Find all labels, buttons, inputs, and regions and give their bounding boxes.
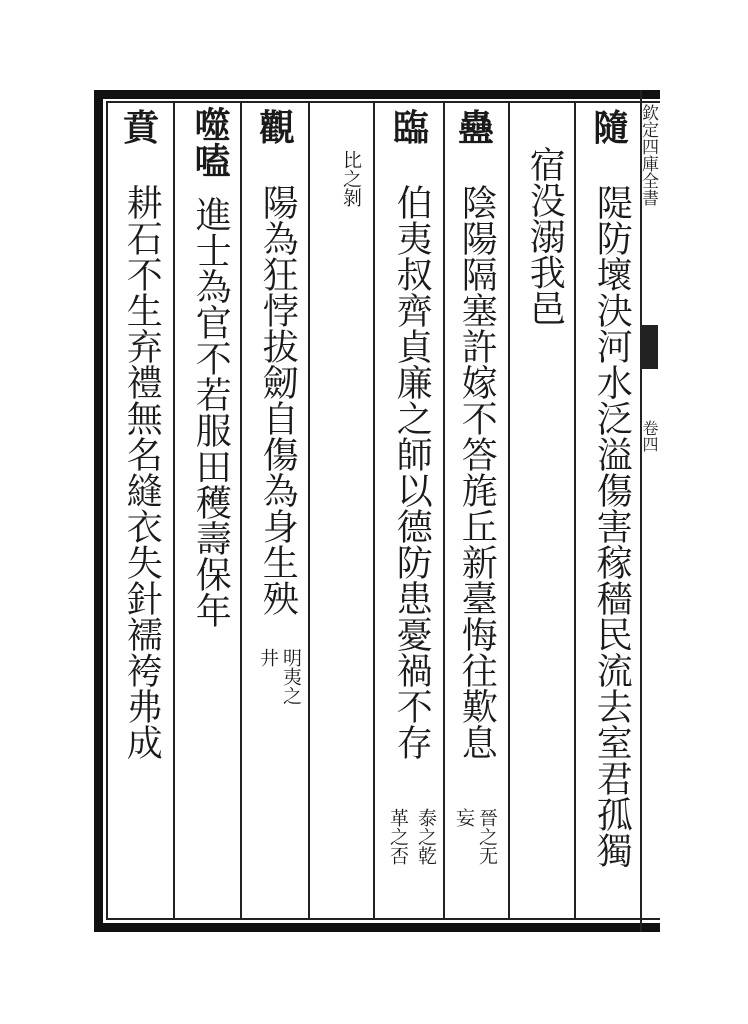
verse-text: 宿没溺我邑	[524, 146, 566, 326]
hexagram-title: 臨	[392, 107, 429, 149]
hexagram-title: 觀	[258, 107, 295, 149]
hexagram-title: 隨	[592, 107, 629, 149]
verse-text: 隄防壞決河水泛溢傷害稼穡民流去室君孤獨	[591, 184, 633, 868]
verse-text: 進士為官不若服田穫壽保年	[190, 196, 232, 628]
fold-volume-label: 卷四	[640, 420, 659, 452]
cross-reference-note: 明夷之井	[257, 648, 302, 705]
text-column-bi	[116, 106, 166, 760]
column-rule	[443, 101, 445, 920]
hexagram-title: 噬嗑	[189, 106, 231, 178]
fold-divider	[641, 367, 658, 369]
column-rule	[308, 101, 310, 920]
column-rule	[508, 101, 510, 920]
verse-text: 陰陽隔塞許嫁不答旄丘新臺悔往歎息	[456, 184, 498, 760]
text-column-guan	[252, 106, 302, 616]
column-rule	[240, 101, 242, 920]
verse-text: 耕石不生弃禮無名縫衣失針襦袴弗成	[121, 184, 163, 760]
column-rule	[373, 101, 375, 920]
column-rule	[173, 101, 175, 920]
cross-reference-note: 革之否	[387, 808, 409, 865]
hexagram-title: 賁	[122, 107, 159, 149]
inner-left-border	[106, 101, 108, 920]
text-column-sui	[586, 106, 636, 868]
hexagram-title: 蠱	[457, 107, 494, 149]
fold-fish-tail-mark	[641, 325, 658, 367]
inner-top-border	[106, 101, 660, 103]
cross-reference-note: 比之剝	[340, 150, 362, 207]
column-rule	[574, 101, 576, 920]
text-column-shihe	[186, 106, 234, 628]
verse-text: 伯夷叔齊貞廉之師以德防患憂禍不存	[391, 184, 433, 760]
cross-reference-note: 晉之无妄	[453, 808, 498, 865]
text-column-continuation	[520, 146, 568, 326]
frame-top-border	[94, 90, 660, 99]
frame-left-border	[94, 90, 103, 932]
fold-book-title: 欽定四庫全書	[638, 104, 658, 206]
text-column-gu	[452, 106, 500, 760]
verse-text: 陽為狂悖拔劒自傷為身生殃	[257, 184, 299, 616]
inner-bottom-border	[106, 918, 660, 920]
cross-reference-note: 泰之乾	[415, 808, 437, 865]
frame-bottom-border	[94, 923, 660, 932]
text-column-lin	[386, 106, 436, 760]
